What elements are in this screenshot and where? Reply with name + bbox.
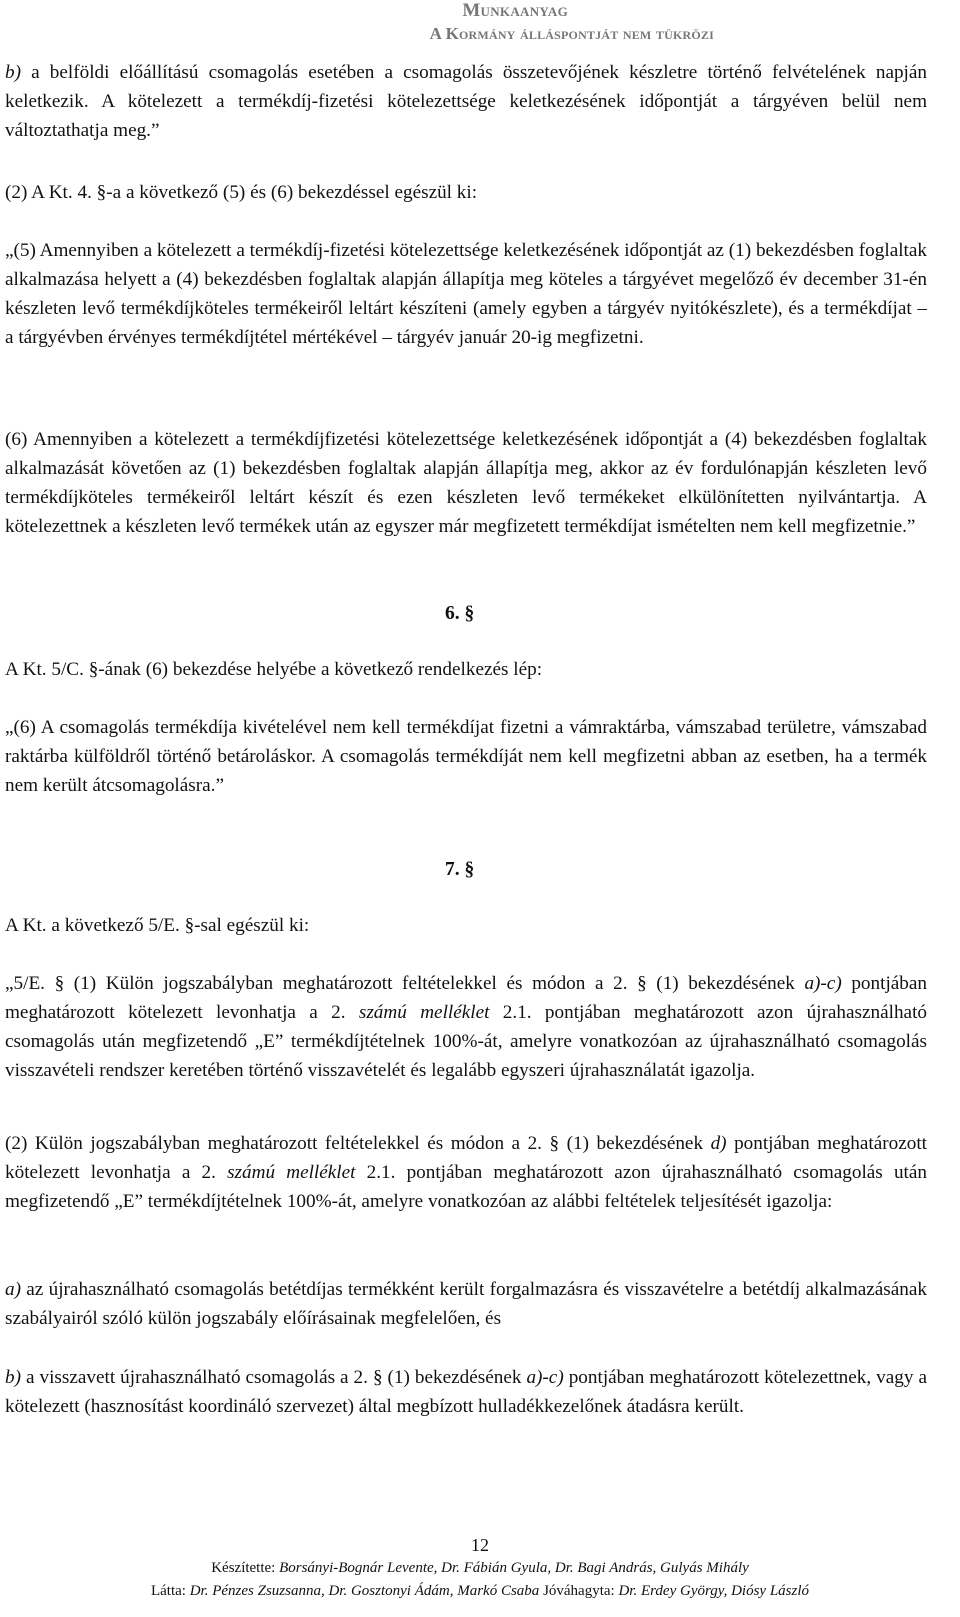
paragraph-5e-1: [5, 969, 927, 1085]
p11-text-1: a visszavett újrahasználható csomagolás a 2. § (1) bekezdésének: [20, 1367, 527, 1388]
p9-text-2: pontjában meghatározott kötelezett levonhatja a 2.: [5, 1133, 927, 1183]
paragraph-b: [5, 58, 927, 145]
p8-points: a)-c): [804, 973, 842, 994]
point-label-b: b): [5, 62, 21, 83]
draft-disclaimer: A Kormány álláspontját nem tükrözi: [429, 24, 714, 43]
paragraph-6: (6) Amennyiben a kötelezett a termékdíjfizetési kötelezettsége keletkezésének időpontját a (4) bekezdésben foglaltak alkalmazását követően az (1) bekezdésben foglaltak alapján állapítja meg, akkor az év fordulónapján készleten levő termékdíjköteles termékeiről leltárt készít és ezen készleten levő termékeket elkülönítetten nyilvántartja. A kötelezettnek a készleten levő termékek után az egyszer már megfizetett termékdíjat ismételten nem kell megfizetnie.”: [5, 429, 927, 537]
p10-text: az újrahasználható csomagolás betétdíjas termékként került forgalmazásra és visszavételre a betétdíj alkalmazásának szabályairól szóló külön jogszabály előírásainak megfelelően, és: [5, 1279, 927, 1329]
footer-seen-line: [0, 1583, 960, 1600]
p9-annex: számú melléklet: [227, 1162, 356, 1183]
paragraph-5: „(5) Amennyiben a kötelezett a termékdíj-fizetési kötelezettsége keletkezésének időpontját az (1) bekezdésben foglaltak alkalmazása helyett a (4) bekezdésben foglaltak alapján állapítja meg köteles a tárgyévet megelőző év december 31-én készleten levő termékdíjköteles termékeiről leltárt készíteni (amely egyben a tárgyév nyitókészlete), és a termékdíjat – a tárgyévben érvényes termékdíjtétel mértékével – tárgyév január 20-ig megfizetni.: [5, 240, 927, 348]
p9-text-3: 2.1. pontjában meghatározott azon újrahasználható csomagolás után megfizetendő „E” termékdíjtételnek 100%-át, amelyre vonatkozóan az alábbi feltételek teljesítését igazolja:: [5, 1162, 927, 1212]
paragraph-5e-intro: A Kt. a következő 5/E. §-sal egészül ki:: [5, 915, 310, 936]
p9-text-1: (2) Külön jogszabályban meghatározott feltételekkel és módon a 2. § (1) bekezdésének: [5, 1133, 711, 1154]
prepared-names: Borsányi-Bognár Levente, Dr. Fábián Gyula, Dr. Bagi András, Gulyás Mihály: [279, 1560, 749, 1576]
p8-text-1: „5/E. § (1) Külön jogszabályban meghatározott feltételekkel és módon a 2. § (1) bekezdésének: [5, 973, 805, 994]
paragraph-5c-6: „(6) A csomagolás termékdíja kivételével nem kell termékdíjat fizetni a vámraktárba, vámszabad területre, vámszabad raktárba külföldről történő betároláskor. A csomagolás termékdíját nem kell megfizetni abban az esetben, ha a termék nem került átcsomagolásra.”: [5, 717, 927, 796]
paragraph-5e-a: [5, 1275, 927, 1333]
section-6-heading: 6. §: [445, 603, 475, 624]
p11-points: a)-c): [526, 1367, 564, 1388]
p8-text-3: 2.1. pontjában meghatározott azon újrahasználható csomagolás után megfizetendő „E” termékdíjtételnek 100%-át, amelyre vonatkozóan az újrahasználható csomagolás visszavételi rendszer keretében történő visszavételét és legalább egyszeri újrahasználatát igazolja.: [5, 1002, 927, 1081]
approved-label: Jóváhagyta:: [539, 1583, 619, 1599]
seen-names: Dr. Pénzes Zsuzsanna, Dr. Gosztonyi Ádám, Markó Csaba: [189, 1583, 540, 1599]
point-label-b2: b): [5, 1367, 21, 1388]
prepared-label: Készítette:: [211, 1560, 280, 1576]
approved-names: Dr. Erdey György, Diósy László: [618, 1583, 810, 1599]
draft-header: [0, 0, 960, 46]
draft-label: Munkaanyag: [462, 0, 568, 21]
footer-prepared-line: [0, 1560, 960, 1577]
p11-text-2: pontjában meghatározott kötelezettnek, vagy a kötelezett (hasznosítást koordináló szervezet) által megbízott hulladékkezelőnek átadásra került.: [5, 1367, 927, 1417]
paragraph-b-text: a belföldi előállítású csomagolás esetében a csomagolás összetevőjének készletre történő felvételének napján keletkezik. A kötelezett a termékdíj-fizetési kötelezettsége keletkezésének időpontját a tárgyéven belül nem változtathatja meg.”: [5, 62, 927, 141]
paragraph-amendment-4: (2) A Kt. 4. §-a a következő (5) és (6) bekezdéssel egészül ki:: [5, 182, 478, 203]
p9-point: d): [710, 1133, 727, 1154]
paragraph-5e-2: [5, 1129, 927, 1216]
point-label-a: a): [5, 1279, 21, 1300]
p8-text-2: pontjában meghatározott kötelezett levonhatja a 2.: [5, 973, 927, 1023]
p8-annex: számú melléklet: [358, 1002, 490, 1023]
section-7-heading: 7. §: [445, 859, 475, 880]
paragraph-5e-b: [5, 1363, 927, 1421]
seen-label: Látta:: [150, 1583, 190, 1599]
page-number: 12: [471, 1535, 489, 1555]
paragraph-5c-intro: A Kt. 5/C. §-ának (6) bekezdése helyébe a következő rendelkezés lép:: [5, 659, 543, 680]
